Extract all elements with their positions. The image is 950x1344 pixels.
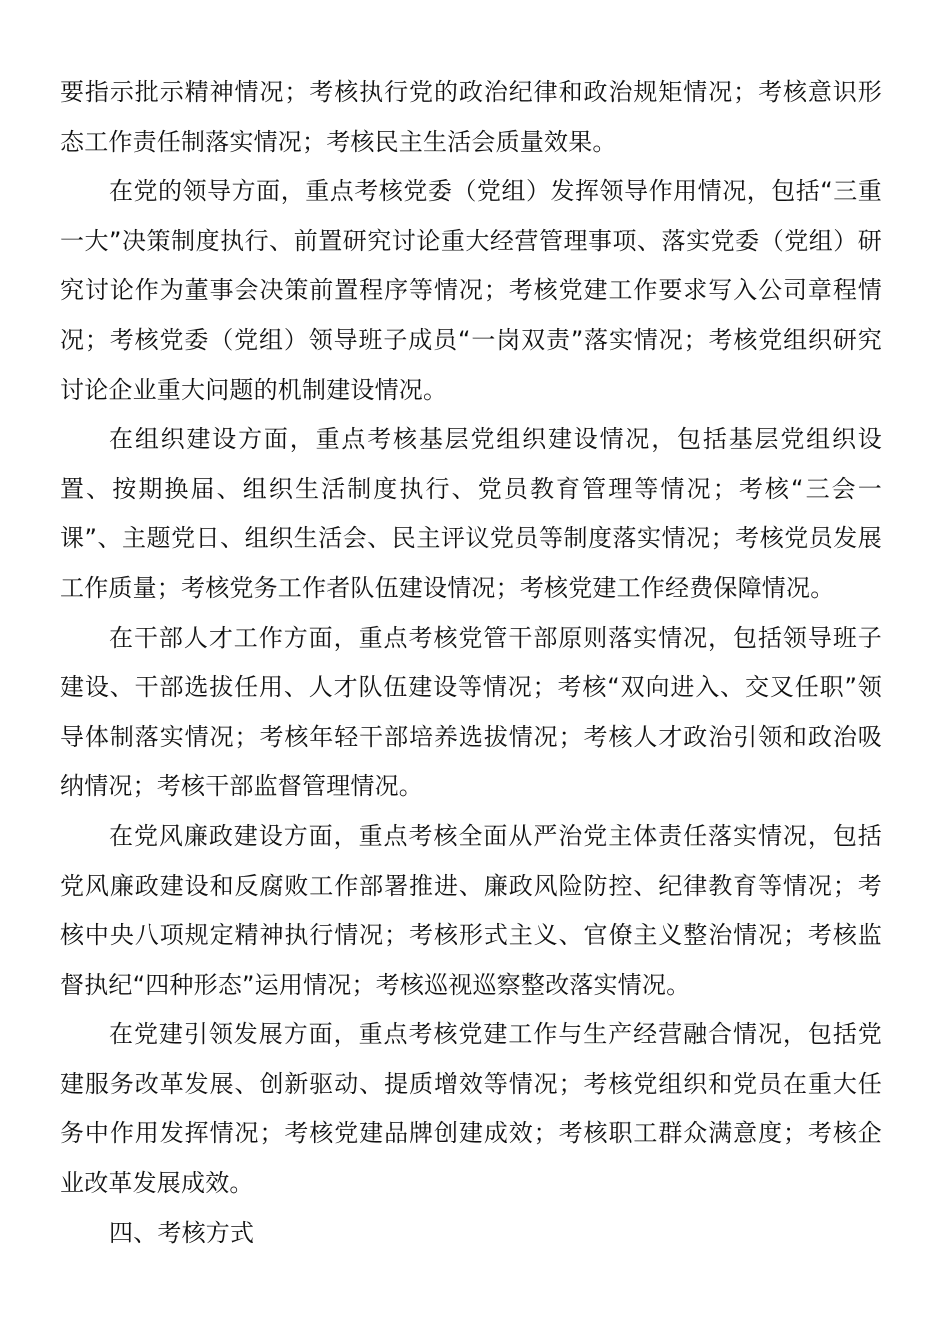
paragraph-party-led-development: 在党建引领发展方面，重点考核党建工作与生产经营融合情况，包括党建服务改革发展、创新驱动、提质增效等情况；考核党组织和党员在重大任务中作用发挥情况；考核党建品牌创建成效；考核职工群众满意度；考核企业改革发展成效。 [60, 1020, 882, 1198]
paragraph-party-leadership: 在党的领导方面，重点考核党委（党组）发挥领导作用情况，包括“三重一大”决策制度执行、前置研究讨论重大经营管理事项、落实党委（党组）研究讨论作为董事会决策前置程序等情况；考核党建工作要求写入公司章程情况；考核党委（党组）领导班子成员“一岗双责”落实情况；考核党组织研究讨论企业重大问题的机制建设情况。 [60, 177, 882, 404]
paragraph-organization-building: 在组织建设方面，重点考核基层党组织建设情况，包括基层党组织设置、按期换届、组织生活制度执行、党员教育管理等情况；考核“三会一课”、主题党日、组织生活会、民主评议党员等制度落实情况；考核党员发展工作质量；考核党务工作者队伍建设情况；考核党建工作经费保障情况。 [60, 425, 882, 602]
document-body [60, 68, 882, 1258]
paragraph-continuation: 要指示批示精神情况；考核执行党的政治纪律和政治规矩情况；考核意识形态工作责任制落实情况；考核民主生活会质量效果。 [60, 78, 882, 156]
paragraph-integrity-building: 在党风廉政建设方面，重点考核全面从严治党主体责任落实情况，包括党风廉政建设和反腐败工作部署推进、廉政风险防控、纪律教育等情况；考核中央八项规定精神执行情况；考核形式主义、官僚主义整治情况；考核监督执纪“四种形态”运用情况；考核巡视巡察整改落实情况。 [60, 821, 882, 999]
paragraph-cadre-talent: 在干部人才工作方面，重点考核党管干部原则落实情况，包括领导班子建设、干部选拔任用、人才队伍建设等情况；考核“双向进入、交叉任职”领导体制落实情况；考核年轻干部培养选拔情况；考核人才政治引领和政治吸纳情况；考核干部监督管理情况。 [60, 623, 882, 801]
section-heading: 四、考核方式 [109, 1218, 255, 1247]
